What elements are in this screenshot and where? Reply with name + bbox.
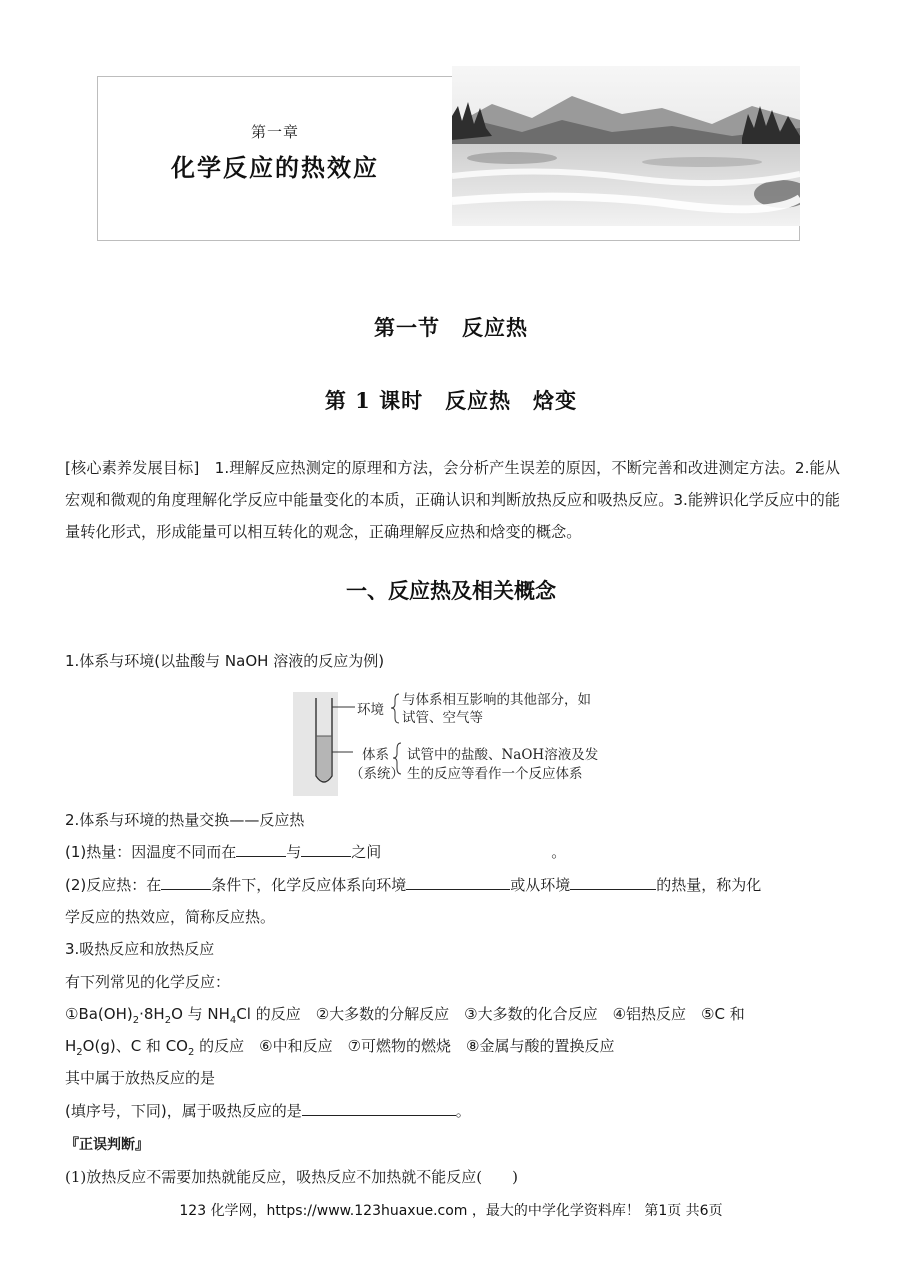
blank-q1-1[interactable] bbox=[236, 841, 286, 857]
landscape-image bbox=[452, 66, 800, 226]
objectives-paragraph bbox=[65, 452, 840, 548]
blank-q2-1[interactable] bbox=[161, 874, 211, 890]
page-footer: 123 化学网，https://www.123huaxue.com ，最大的中学化学资料库！ 第1页 共6页 bbox=[179, 1203, 723, 1219]
diagram-env-label: 环境 bbox=[357, 702, 384, 718]
blank-q2-2[interactable] bbox=[406, 874, 510, 890]
diagram-env-desc-1: 与体系相互影响的其他部分，如 bbox=[402, 692, 591, 708]
blank-q1-2[interactable] bbox=[301, 841, 351, 857]
reaction-list-line1: $①Ba(OH)_2\cdot 8H_2O$ 与 $NH_4Cl$ 的反应 ②大多数的分解反应 ③大多数的化合反应 ④铝热反应 ⑤C 和 bbox=[65, 1005, 745, 1026]
diagram-sys-desc-1: 试管中的盐酸、NaOH溶液及发 bbox=[407, 747, 599, 763]
diagram-sys-label-1: 体系 bbox=[362, 747, 389, 763]
objectives-tag: [核心素养发展目标] bbox=[65, 459, 200, 477]
item2-q2-cont: 学反应的热效应，简称反应热。 bbox=[65, 908, 276, 926]
reaction-list-line2: $H_2O(g)$、C 和 $CO_2$ 的反应 ⑥中和反应 ⑦可燃物的燃烧 ⑧金属与酸的置换反应 bbox=[65, 1037, 615, 1058]
judgement-q1: (1)放热反应不需要加热就能反应，吸热反应不加热就不能反应( ) bbox=[65, 1168, 518, 1186]
diagram-sys-desc-2: 生的反应等看作一个反应体系 bbox=[407, 766, 583, 782]
objectives-text: 1.理解反应热测定的原理和方法，会分析产生误差的原因，不断完善和改进测定方法。2.能从宏观和微观的角度理解化学反应中能量变化的本质，正确认识和判断放热反应和吸热反应。3.能辨识化学反应中的能量转化形式，形成能量可以相互转化的观念，正确理解反应热和焓变的概念。 bbox=[65, 459, 840, 541]
diagram-env-desc-2: 试管、空气等 bbox=[402, 710, 483, 726]
part-heading: 一、反应热及相关概念 bbox=[346, 579, 556, 603]
blank-q2-3[interactable] bbox=[570, 874, 656, 890]
item3-heading: 3.吸热反应和放热反应 bbox=[65, 940, 215, 958]
chapter-label: 第一章 bbox=[250, 123, 299, 141]
endothermic-question: (填序号，下同)，属于吸热反应的是 。 bbox=[65, 1102, 471, 1120]
section-heading: 第一节 反应热 bbox=[374, 315, 528, 340]
item3-intro: 有下列常见的化学反应： bbox=[65, 973, 231, 991]
exothermic-question: 其中属于放热反应的是 bbox=[65, 1069, 216, 1087]
judgement-heading: 『正误判断』 bbox=[65, 1137, 149, 1153]
chapter-title: 化学反应的热效应 bbox=[171, 154, 379, 182]
item2-heading: 2.体系与环境的热量交换——反应热 bbox=[65, 811, 305, 829]
item1-heading: 1.体系与环境(以盐酸与 NaOH 溶液的反应为例) bbox=[65, 652, 385, 670]
item2-q1: (1)热量：因温度不同而在 与 之间 。 bbox=[65, 843, 567, 861]
diagram-sys-label-2: （系统） bbox=[350, 766, 404, 782]
item2-q2: (2)反应热：在 条件下，化学反应体系向环境 或从环境 的热量，称为化 bbox=[65, 876, 762, 894]
blank-endothermic[interactable] bbox=[302, 1100, 456, 1116]
lesson-heading: 第 1 课时 反应热 焓变 bbox=[324, 388, 578, 413]
